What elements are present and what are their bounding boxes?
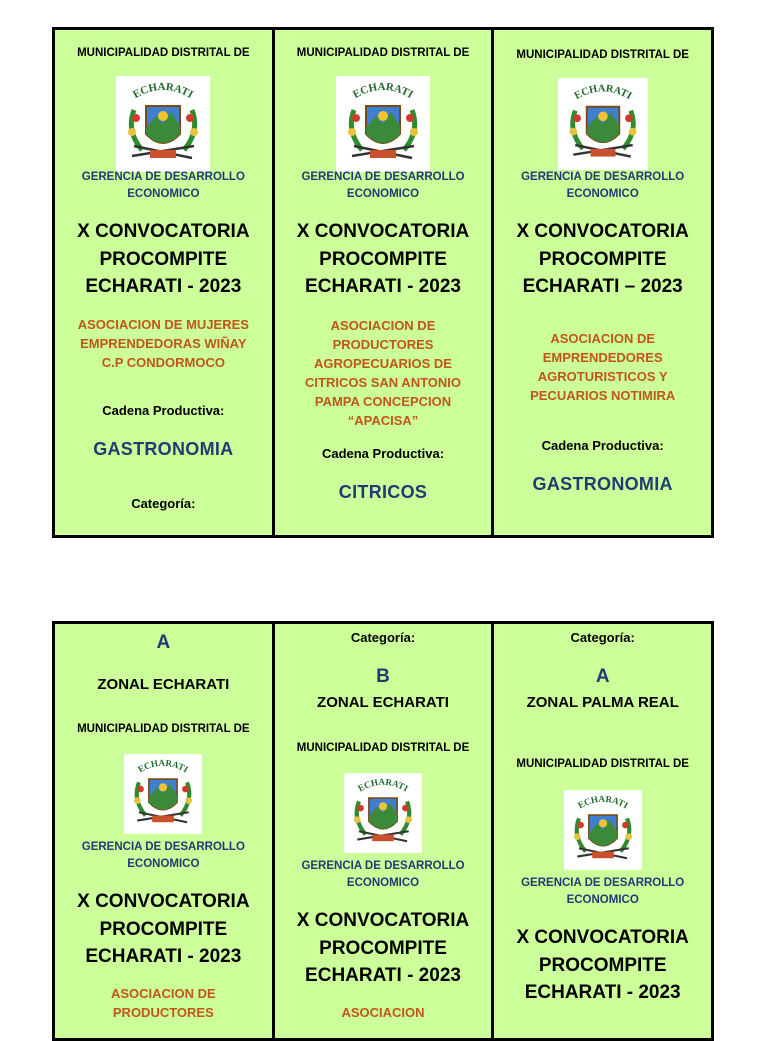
echarati-logo: [116, 76, 210, 172]
echarati-logo: [124, 752, 202, 836]
svg-text:ECHARATI: ECHARATI: [356, 776, 410, 794]
municipality-label: MUNICIPALIDAD DISTRITAL DE: [296, 47, 470, 59]
municipality-label: MUNICIPALIDAD DISTRITAL DE: [516, 49, 689, 61]
categoria-label: Categoría:: [131, 496, 196, 511]
cadena-productiva-label: Cadena Productiva:: [102, 403, 225, 418]
convocatoria-title: X CONVOCATORIA PROCOMPITE ECHARATI - 2023: [516, 927, 689, 1003]
convocatoria-title: X CONVOCATORIA PROCOMPITE ECHARATI - 2023: [77, 891, 250, 967]
gerencia-label: GERENCIA DE DESARROLLO ECONOMICO: [521, 171, 685, 200]
cadena-productiva-label: Cadena Productiva:: [321, 446, 445, 461]
echarati-logo: [564, 788, 642, 872]
bottom-card-row: [52, 621, 714, 1041]
association-name: ASOCIACION DE PRODUCTORES AGROPECUARIOS DE CITRICOS SAN ANTONIO PAMPA CONCEPCION “APACISA”: [305, 318, 462, 428]
svg-text:ECHARATI: ECHARATI: [575, 793, 630, 811]
convocatoria-title: X CONVOCATORIA PROCOMPITE ECHARATI - 2023: [296, 910, 470, 986]
municipality-label: MUNICIPALIDAD DISTRITAL DE: [77, 723, 250, 735]
gerencia-label: GERENCIA DE DESARROLLO ECONOMICO: [521, 877, 685, 906]
gerencia-label: GERENCIA DE DESARROLLO ECONOMICO: [301, 171, 465, 200]
card-top-2: [275, 30, 492, 535]
municipality-label: MUNICIPALIDAD DISTRITAL DE: [516, 758, 689, 770]
association-name: ASOCIACION DE MUJERES EMPRENDEDORAS WIÑAY C.P CONDORMOCO: [77, 317, 249, 370]
category-letter: A: [156, 632, 171, 653]
cadena-productiva-value: CITRICOS: [338, 482, 428, 502]
echarati-logo: [558, 78, 648, 170]
card-top-1: [55, 30, 272, 535]
gerencia-label: GERENCIA DE DESARROLLO ECONOMICO: [301, 860, 465, 889]
svg-text:ECHARATI: ECHARATI: [572, 83, 634, 103]
zonal-label: ZONAL ECHARATI: [97, 676, 230, 693]
convocatoria-title: X CONVOCATORIA PROCOMPITE ECHARATI – 2023: [516, 221, 689, 297]
municipality-label: MUNICIPALIDAD DISTRITAL DE: [296, 742, 470, 754]
category-letter: A: [595, 666, 610, 687]
svg-text:ECHARATI: ECHARATI: [351, 80, 416, 101]
cadena-productiva-label: Cadena Productiva:: [541, 438, 664, 453]
zonal-label: ZONAL ECHARATI: [317, 694, 449, 711]
gerencia-label: GERENCIA DE DESARROLLO ECONOMICO: [81, 171, 245, 200]
echarati-logo: [336, 76, 430, 172]
gerencia-label: GERENCIA DE DESARROLLO ECONOMICO: [81, 841, 245, 870]
card-bottom-3: [494, 624, 711, 1038]
top-card-row: [52, 27, 714, 538]
association-name: ASOCIACION DE EMPRENDEDORES AGROTURISTICOS Y PECUARIOS NOTIMIRA: [530, 331, 676, 403]
svg-text:ECHARATI: ECHARATI: [136, 757, 191, 775]
zonal-label: ZONAL PALMA REAL: [526, 694, 679, 711]
echarati-logo: [344, 771, 422, 855]
categoria-label: Categoría:: [570, 630, 635, 645]
cadena-productiva-value: GASTRONOMIA: [93, 439, 234, 459]
card-bottom-2: [275, 624, 492, 1038]
categoria-label: Categoría:: [350, 630, 416, 645]
convocatoria-title: X CONVOCATORIA PROCOMPITE ECHARATI - 2023: [296, 221, 470, 297]
association-name: ASOCIACION: [341, 1005, 425, 1020]
svg-text:ECHARATI: ECHARATI: [131, 80, 196, 101]
convocatoria-title: X CONVOCATORIA PROCOMPITE ECHARATI - 2023: [77, 221, 250, 297]
cadena-productiva-value: GASTRONOMIA: [532, 474, 673, 494]
card-top-3: [494, 30, 711, 535]
category-letter: B: [376, 666, 390, 687]
municipality-label: MUNICIPALIDAD DISTRITAL DE: [77, 47, 250, 59]
association-name: ASOCIACION DE PRODUCTORES: [110, 986, 216, 1020]
card-bottom-1: [55, 624, 272, 1038]
